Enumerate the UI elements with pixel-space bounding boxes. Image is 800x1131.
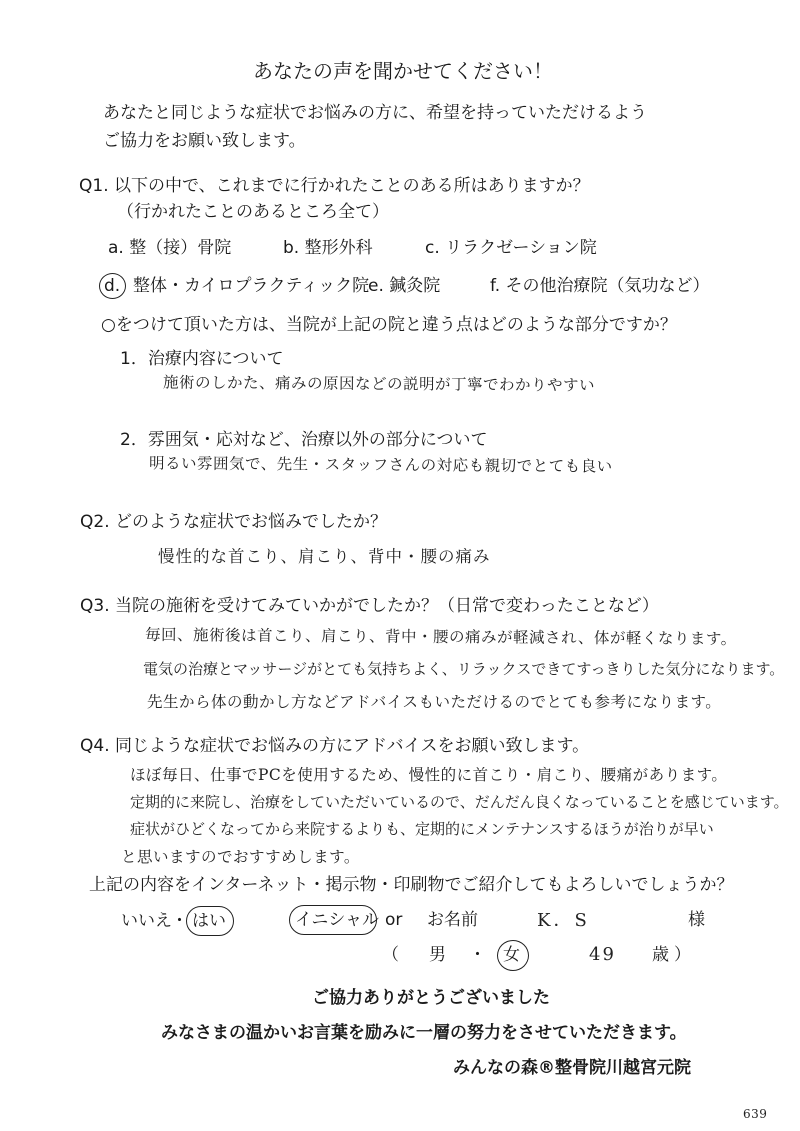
footer-message: みなさまの温かいお言葉を励みに一層の努力をさせていただきます。 [161, 1023, 687, 1043]
footer-thanks: ご協力ありがとうございました [312, 988, 550, 1008]
consent-question: 上記の内容をインターネット・掲示物・印刷物でご紹介してもよろしいでしょうか？ [89, 875, 734, 895]
intro-line-1: あなたと同じような症状でお悩みの方に、希望を持っていただけるよう [103, 103, 647, 123]
consent-yes[interactable]: はい [192, 911, 226, 931]
q3-answer-line-2: 電気の治療とマッサージがとても気持ちよく、リラックスできてすっきりした気分になります。 [143, 660, 785, 678]
q1-option-a[interactable]: a. 整（接）骨院 [108, 238, 232, 258]
consent-age-unit: 歳 [652, 945, 669, 965]
consent-name-value: K．S [537, 910, 590, 931]
consent-paren-close: ） [674, 945, 691, 965]
q1-subtext: （行かれたことのあるところ全て） [117, 202, 389, 222]
consent-separator-1: ・ [171, 911, 188, 931]
q4-answer-line-2: 定期的に来院し、治療をしていただいているので、だんだん良くなっていることを感じています。 [130, 793, 789, 811]
form-title: あなたの声を聞かせてください！ [253, 59, 553, 83]
consent-or: or [385, 910, 403, 930]
q1-item2-answer: 明るい雰囲気で、先生・スタッフさんの対応も親切でとても良い [148, 454, 613, 476]
q1-option-c[interactable]: c. リラクゼーション院 [425, 238, 597, 258]
q1-option-e[interactable]: e. 鍼灸院 [368, 276, 441, 296]
q2-answer: 慢性的な首こり、肩こり、背中・腰の痛み [158, 547, 491, 566]
consent-no[interactable]: いいえ [121, 911, 172, 931]
q1-option-d-letter[interactable]: d. [104, 276, 121, 296]
q3-question: Q3. 当院の施術を受けてみていかがでしたか？（日常で変わったことなど） [80, 596, 659, 616]
consent-separator-2: ・ [469, 945, 486, 965]
q3-answer-line-1: 毎回、施術後は首こり、肩こり、背中・腰の痛みが軽減され、体が軽くなります。 [144, 625, 737, 649]
consent-paren-open: （ [382, 945, 399, 965]
consent-age-value: 49 [589, 944, 616, 965]
q3-answer-line-3: 先生から体の動かし方などアドバイスもいただけるのでとても参考になります。 [147, 693, 722, 711]
intro-line-2: ご協力をお願い致します。 [103, 131, 306, 151]
footer-clinic: みんなの森®整骨院川越宮元院 [453, 1058, 691, 1078]
q1-option-f[interactable]: f. その他治療院（気功など） [490, 276, 710, 296]
consent-name-label: お名前 [427, 910, 478, 930]
page-number: 639 [743, 1107, 768, 1121]
consent-honorific: 様 [688, 910, 705, 930]
q2-question: Q2. どのような症状でお悩みでしたか？ [80, 512, 388, 532]
q4-question: Q4. 同じような症状でお悩みの方にアドバイスをお願い致します。 [80, 736, 590, 756]
q4-answer-line-1: ほぼ毎日、仕事でPCを使用するため、慢性的に首こり・肩こり、腰痛があります。 [130, 766, 728, 784]
q1-item1-answer: 施術のしかた、痛みの原因などの説明が丁寧でわかりやすい [162, 373, 596, 395]
q1-item1-label: 1．治療内容について [120, 349, 284, 369]
q1-item2-label: 2．雰囲気・応対など、治療以外の部分について [120, 430, 488, 450]
consent-female[interactable]: 女 [503, 945, 520, 965]
q1-option-d[interactable]: 整体・カイロプラクティック院 [133, 276, 370, 296]
q4-answer-line-3: 症状がひどくなってから来院するよりも、定期的にメンテナンスするほうが治りが早い [130, 820, 714, 838]
q1-followup: ○をつけて頂いた方は、当院が上記の院と違う点はどのような部分ですか？ [101, 315, 677, 335]
q1-question: Q1. 以下の中で、これまでに行かれたことのある所はありますか？ [79, 176, 590, 196]
q4-answer-line-4: と思いますのでおすすめします。 [121, 848, 360, 866]
q1-option-b[interactable]: b. 整形外科 [283, 238, 373, 258]
consent-male[interactable]: 男 [429, 945, 446, 965]
consent-initial[interactable]: イニシャル [295, 910, 379, 930]
